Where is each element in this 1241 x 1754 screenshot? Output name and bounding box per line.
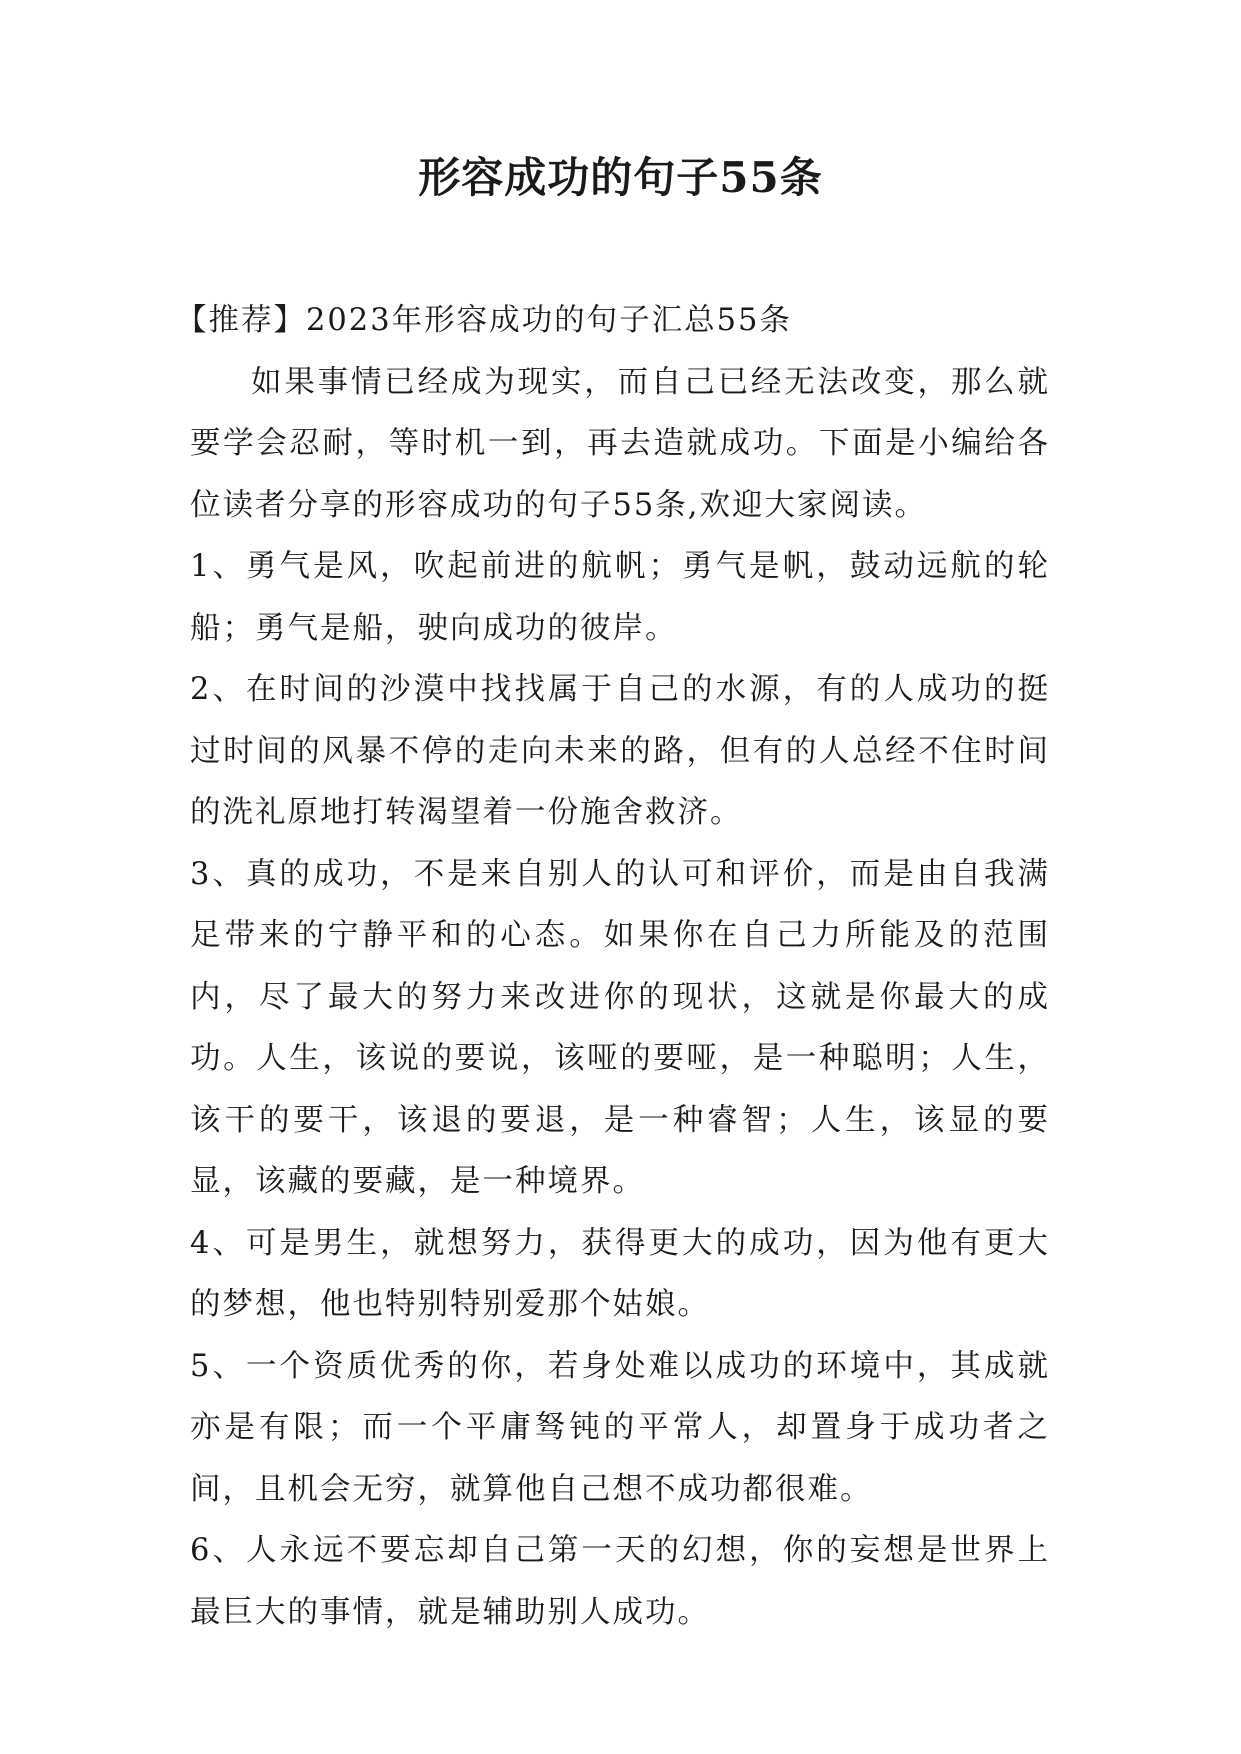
sentence-item-6: 6、人永远不要忘却自己第一天的幻想，你的妄想是世界上最巨大的事情，就是辅助别人成功。 (190, 1533, 1050, 1630)
document-title: 形容成功的句子55条 (418, 153, 823, 202)
intro-paragraph: 如果事情已经成为现实，而自己已经无法改变，那么就要学会忍耐，等时机一到，再去造就成功。下面是小编给各位读者分享的形容成功的句子55条,欢迎大家阅读。 (190, 364, 1050, 523)
sentence-item-3: 3、真的成功，不是来自别人的认可和评价，而是由自我满足带来的宁静平和的心态。如果你在自己力所能及的范围内，尽了最大的努力来改进你的现状，这就是你最大的成功。人生，该说的要说，该哑的要哑，是一种聪明；人生，该干的要干，该退的要退，是一种睿智；人生，该显的要显，该藏的要藏，是一种境界。 (190, 856, 1050, 1199)
subtitle-line: 【推荐】2023年形容成功的句子汇总55条 (176, 303, 792, 338)
document-body (176, 290, 1050, 1643)
sentence-item-5: 5、一个资质优秀的你，若身处难以成功的环境中，其成就亦是有限；而一个平庸驽钝的平常人，却置身于成功者之间，且机会无穷，就算他自己想不成功都很难。 (190, 1348, 1050, 1507)
sentence-item-2: 2、在时间的沙漠中找找属于自己的水源，有的人成功的挺过时间的风暴不停的走向未来的路，但有的人总经不住时间的洗礼原地打转渴望着一份施舍救济。 (190, 672, 1050, 830)
sentence-item-1: 1、勇气是风，吹起前进的航帆；勇气是帆，鼓动远航的轮船；勇气是船，驶向成功的彼岸。 (190, 549, 1050, 646)
sentence-item-4: 4、可是男生，就想努力，获得更大的成功，因为他有更大的梦想，他也特别特别爱那个姑娘。 (190, 1225, 1050, 1322)
